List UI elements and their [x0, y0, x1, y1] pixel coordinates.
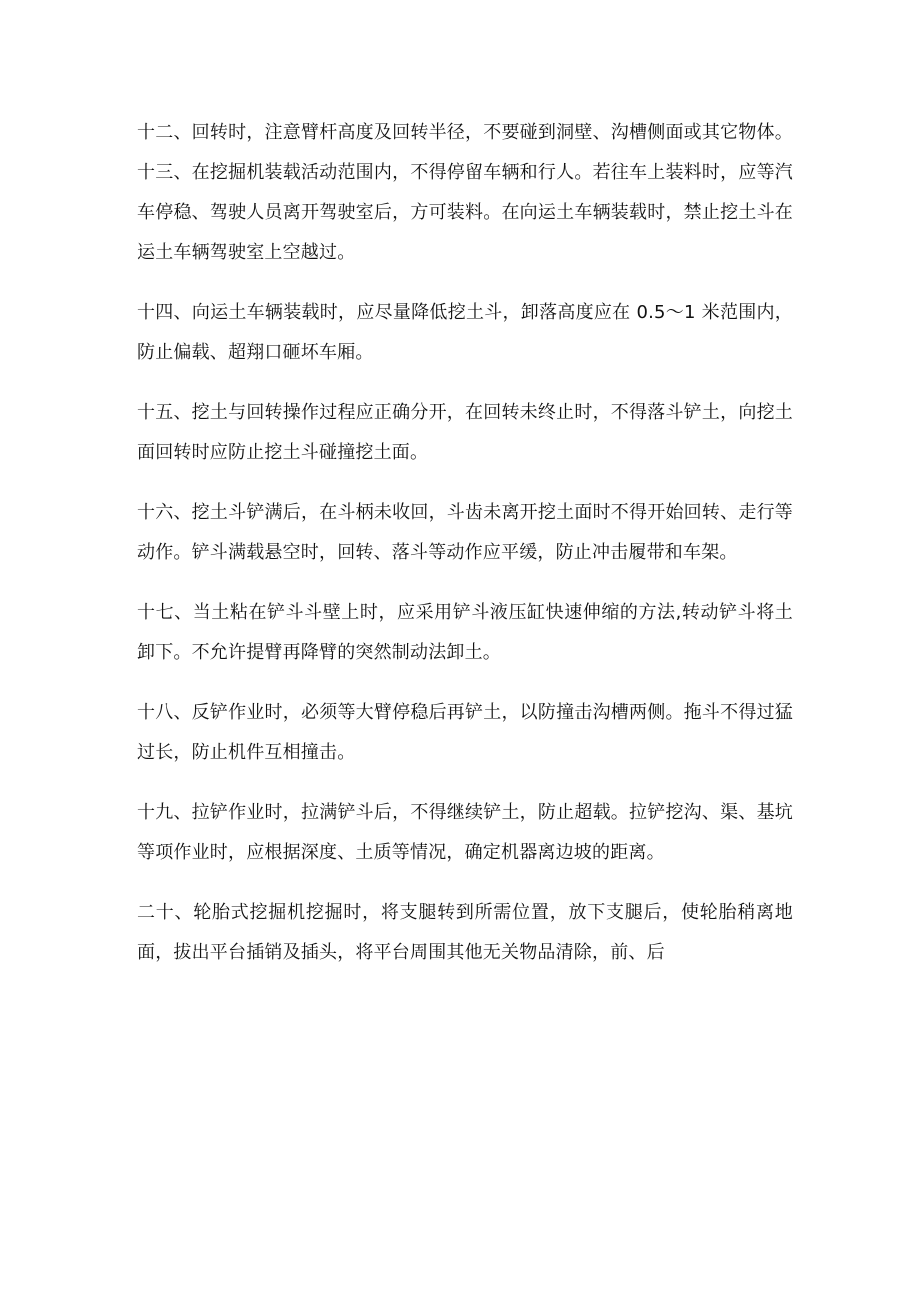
paragraph-14: 十四、向运土车辆装载时，应尽量降低挖土斗，卸落高度应在 0.5～1 米范围内，防止偏载、超翔口砸坏车厢。: [137, 302, 793, 363]
paragraph-12-13: 十二、回转时，注意臂杆高度及回转半径，不要碰到洞壁、沟槽侧面或其它物体。十三、在挖掘机装载活动范围内，不得停留车辆和行人。若往车上装料时，应等汽车停稳、驾驶人员离开驾驶室后，方可装料。在向运土车辆装载时，禁止挖土斗在运土车辆驾驶室上空越过。: [137, 122, 793, 263]
paragraph-16: 十六、挖土斗铲满后，在斗柄未收回，斗齿未离开挖土面时不得开始回转、走行等动作。铲斗满载悬空时，回转、落斗等动作应平缓，防止冲击履带和车架。: [137, 502, 793, 563]
paragraph-18: 十八、反铲作业时，必须等大臂停稳后再铲土，以防撞击沟槽两侧。拖斗不得过猛过长，防止机件互相撞击。: [137, 702, 793, 763]
paragraph-17: 十七、当土粘在铲斗斗壁上时，应采用铲斗液压缸快速伸缩的方法,转动铲斗将土卸下。不允许提臂再降臂的突然制动法卸土。: [137, 602, 793, 663]
paragraph-19: 十九、拉铲作业时，拉满铲斗后，不得继续铲土，防止超载。拉铲挖沟、渠、基坑等项作业时，应根据深度、土质等情况，确定机器离边坡的距离。: [137, 802, 793, 863]
document-body: [137, 113, 793, 993]
paragraph-20: 二十、轮胎式挖掘机挖掘时，将支腿转到所需位置，放下支腿后，使轮胎稍离地面，拔出平台插销及插头，将平台周围其他无关物品清除，前、后: [137, 902, 793, 963]
paragraph-15: 十五、挖土与回转操作过程应正确分开，在回转未终止时，不得落斗铲土，向挖土面回转时应防止挖土斗碰撞挖土面。: [137, 402, 793, 463]
